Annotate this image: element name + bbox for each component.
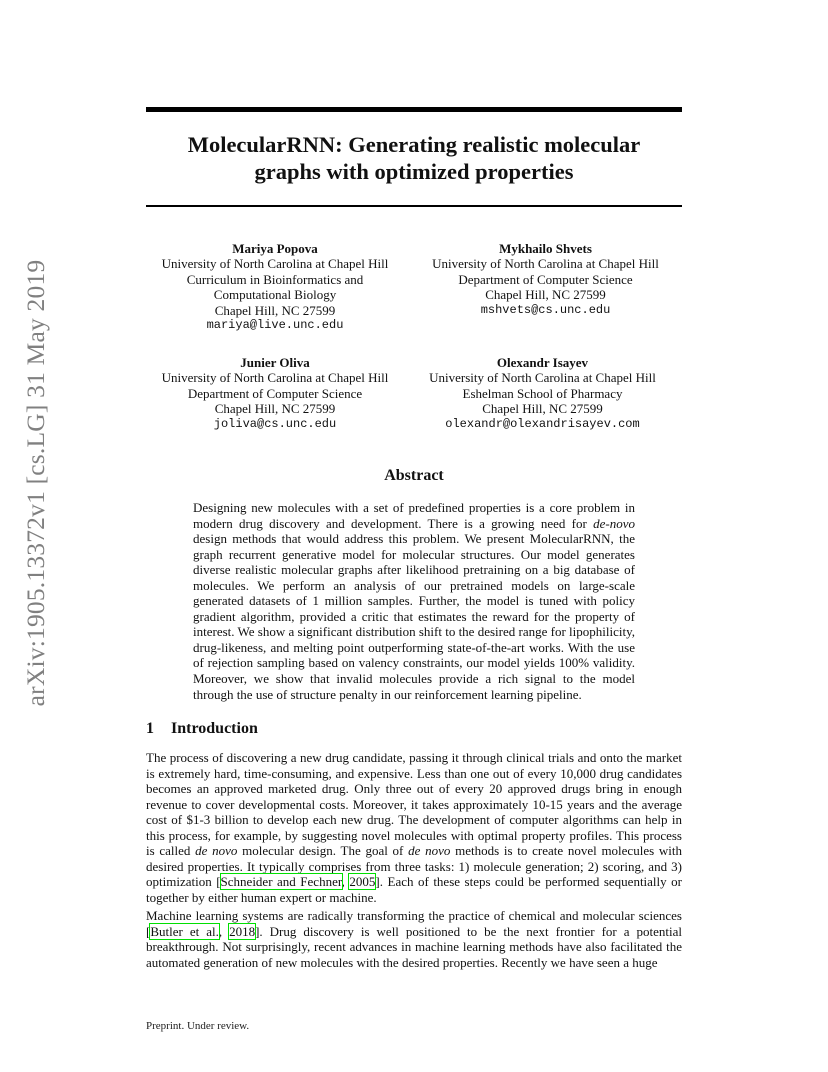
section-heading-introduction (146, 720, 258, 738)
author-affiliation: Computational Biology (213, 287, 337, 303)
author-block (405, 355, 680, 432)
author-email[interactable]: mshvets@cs.unc.edu (480, 302, 611, 317)
abstract-text: design methods that would address this problem. We present MolecularRNN, the graph recurrent generative model for molecular structures. Our model generates diverse realistic molecular graphs after likelihood pretraining on a big database of molecules. We perform an analysis of our pretrained models on large-scale generated datasets of 1 million samples. Further, the model is tuned with policy gradient algorithm, provided a critic that estimates the reward for the property of interest. We show a significant distribution shift to the desired range for lipophilicity, drug-likeness, and melting point outperforming state-of-the-art works. With the use of rejection sampling based on valency constraints, our model yields 100% validity. Moreover, we show that invalid molecules provide a rich signal to the model through the use of structure penalty in our reinforcement learning pipeline. (193, 531, 635, 702)
author-name: Mykhailo Shvets (499, 241, 592, 256)
abstract-italic-term: de-novo (593, 515, 635, 531)
abstract-text: Designing new molecules with a set of predefined properties is a core problem in modern drug discovery and development. There is a growing need for (193, 500, 635, 531)
paper-title (146, 131, 682, 185)
paragraph-text: ]. Each of these steps could be performed sequentially or together by either human expert or machine. (146, 874, 682, 905)
author-email[interactable]: olexandr@olexandrisayev.com (445, 416, 640, 431)
title-line-2: graphs with optimized properties (254, 159, 574, 184)
paragraph-text: methods is to create novel molecules with desired properties. It typically comprises from three tasks: 1) molecule generation; 2) scoring, and 3) optimization [ (146, 843, 682, 890)
author-affiliation: Department of Computer Science (187, 385, 363, 401)
author-affiliation: University of North Carolina at Chapel Hill (429, 370, 656, 386)
abstract-body (193, 500, 635, 702)
author-email[interactable]: mariya@live.unc.edu (206, 318, 344, 333)
author-affiliation: Eshelman School of Pharmacy (462, 385, 623, 401)
author-affiliation: University of North Carolina at Chapel Hill (432, 256, 659, 272)
citation-link-year[interactable]: 2005 (349, 874, 376, 890)
paragraph-text: molecular design. The goal of (237, 843, 409, 859)
author-affiliation: University of North Carolina at Chapel Hill (161, 256, 389, 272)
author-affiliation: Chapel Hill, NC 27599 (214, 401, 336, 417)
citation-separator: , (218, 923, 230, 939)
author-email[interactable]: joliva@cs.unc.edu (213, 416, 337, 431)
author-name: Junier Oliva (240, 355, 310, 370)
author-affiliation: Department of Computer Science (458, 271, 633, 287)
citation-link-author[interactable]: Schneider and Fechner (220, 874, 342, 890)
title-bottom-rule (146, 205, 682, 207)
paragraph-text: ]. Drug discovery is well positioned to be the next frontier for a potential breakthrough. Not surprisingly, recent advances in machine learning methods have also facilitated the automated generation of new molecules with the desired properties. Recently we have seen a huge (146, 923, 682, 970)
arxiv-stamp[interactable]: arXiv:1905.13372v1 [cs.LG] 31 May 2019 (21, 259, 50, 707)
intro-paragraph-1 (146, 750, 682, 905)
author-affiliation: Curriculum in Bioinformatics and (186, 271, 364, 287)
author-block (150, 355, 400, 432)
author-block (418, 241, 673, 318)
citation-separator: , (341, 874, 350, 890)
italic-term: de novo (195, 843, 238, 859)
paragraph-text: The process of discovering a new drug candidate, passing it through clinical trials and onto the market is extremely hard, time-consuming, and expensive. Less than one out of every 10,000 drug candidates becomes an approved marketed drug. Only three out of every 20 approved drugs bring in enough revenue to cover developmental costs. Moreover, it takes approximately 10-15 years and the average cost of $1-3 billion to develop each new drug. The development of computer algorithms can help in this process, for example, by suggesting novel molecules with optimal property profiles. This process is called (146, 750, 682, 859)
page-footer: Preprint. Under review. (146, 1020, 250, 1032)
citation-link-author[interactable]: Butler et al. (150, 923, 219, 939)
italic-term: de novo (408, 843, 451, 859)
abstract-heading: Abstract (384, 467, 444, 484)
author-affiliation: Chapel Hill, NC 27599 (214, 302, 336, 318)
title-line-1: MolecularRNN: Generating realistic molecular (187, 132, 641, 157)
section-title: Introduction (171, 720, 258, 737)
citation-link-year[interactable]: 2018 (229, 923, 256, 939)
intro-paragraph-2 (146, 908, 682, 970)
section-number: 1 (146, 720, 154, 737)
paragraph-text: Machine learning systems are radically transforming the practice of chemical and molecular sciences [ (146, 908, 682, 939)
author-affiliation: University of North Carolina at Chapel Hill (161, 370, 389, 386)
title-top-rule (146, 107, 682, 112)
author-affiliation: Chapel Hill, NC 27599 (485, 287, 606, 303)
author-block (155, 241, 395, 333)
author-affiliation: Chapel Hill, NC 27599 (482, 401, 603, 417)
author-name: Olexandr Isayev (496, 355, 589, 370)
author-name: Mariya Popova (232, 241, 318, 256)
